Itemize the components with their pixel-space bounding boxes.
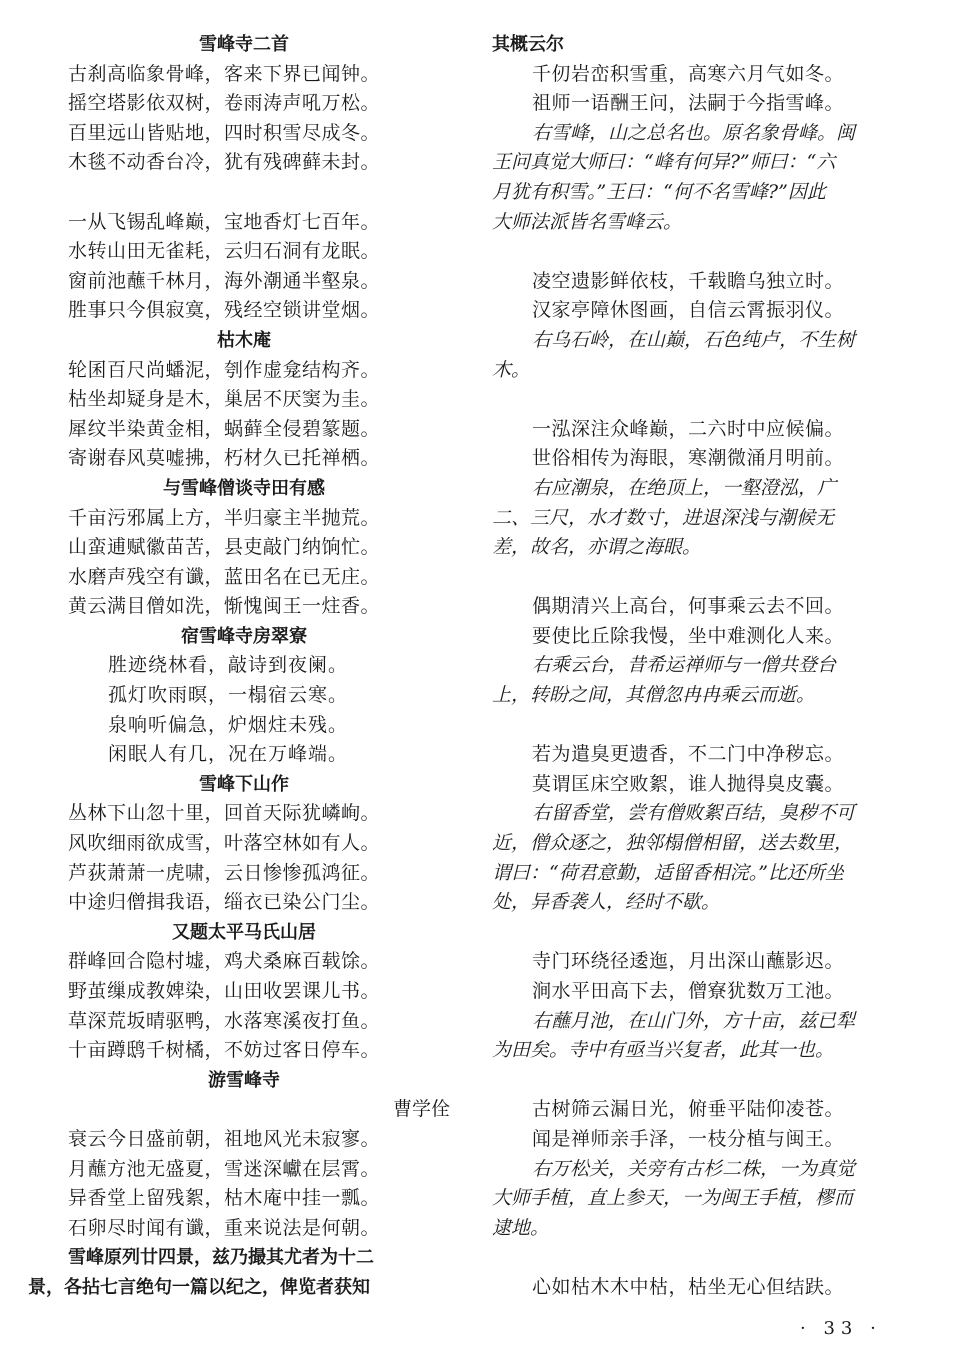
verse-line: 若为遣臭更遗香，不二门中净秽忘。 — [532, 743, 845, 766]
verse-line: 石卵尽时闻有谶，重来说法是何朝。 — [68, 1216, 381, 1239]
poem-title: 枯木庵 — [217, 329, 271, 351]
verse-line: 草深荒坂晴驱鸭，水落寒溪夜打鱼。 — [68, 1009, 381, 1032]
note-text: 右万松关，关旁有古杉二株，一为真觉 — [532, 1157, 856, 1180]
note-text: 为田矣。寺中有亟当兴复者，此其一也。 — [492, 1039, 835, 1062]
verse-line: 一从飞锡乱峰巅，宝地香灯七百年。 — [68, 210, 381, 233]
stanza-gap — [492, 1066, 928, 1096]
verse-line: 要使比丘除我慢，坐中难测化人来。 — [532, 624, 845, 647]
verse-line: 古树筛云漏日光，俯垂平陆仰凌苍。 — [532, 1098, 845, 1121]
note-text: 近，僧众逐之，独邻榻僧相留，送去数里， — [492, 832, 854, 855]
verse-line: 千亩污邪属上方，半归豪主半抛荒。 — [68, 506, 381, 529]
page-number: · 33 · — [800, 1318, 882, 1339]
poem-title: 宿雪峰寺房翠寮 — [181, 625, 307, 647]
verse-line: 百里远山皆贴地，四时积雪尽成冬。 — [68, 121, 381, 144]
stanza-gap — [492, 563, 928, 593]
stanza-gap — [492, 385, 928, 415]
verse-line: 凌空遗影鲜依枝，千载瞻乌独立时。 — [532, 269, 845, 292]
right-column — [492, 30, 928, 1303]
left-column — [28, 30, 460, 1303]
note-text: 差，故名，亦谓之海眼。 — [492, 536, 702, 559]
poem-title: 与雪峰僧谈寺田有感 — [163, 477, 325, 499]
verse-line: 千仞岩峦积雪重，高寒六月气如冬。 — [532, 62, 845, 85]
stanza-gap — [492, 1243, 928, 1273]
verse-line: 莫谓匡床空败絮，谁人抛得臭皮囊。 — [532, 772, 845, 795]
stanza-gap — [28, 178, 460, 208]
section-title: 其概云尔 — [492, 34, 564, 55]
verse-line: 野茧缫成教婢染，山田收罢课儿书。 — [68, 980, 381, 1002]
note-text: 右蘸月池，在山门外，方十亩，兹已犁 — [532, 1009, 856, 1032]
note-text: 谓曰：“荷君意勤，适留香相浣。”比还所坐 — [492, 861, 844, 884]
verse-line: 摇空塔影依双树，卷雨涛声吼万松。 — [68, 92, 381, 115]
verse-line: 胜事只今俱寂寞，残经空锁讲堂烟。 — [68, 299, 381, 322]
verse-line: 木毯不动香台冷，犹有残碑藓未封。 — [68, 151, 381, 174]
poem-title: 雪峰寺二首 — [199, 34, 289, 55]
stanza-gap — [492, 918, 928, 948]
note-text: 月犹有积雪。”王曰：“何不名雪峰?”因此 — [492, 180, 826, 203]
poem-title: 雪峰下山作 — [199, 773, 289, 795]
verse-line: 犀纹半染黄金相，蜗藓全侵碧篆题。 — [68, 417, 381, 440]
verse-line: 孤灯吹雨暝，一榻宿云寒。 — [108, 684, 349, 707]
verse-line: 闻是禅师亲手泽，一枝分植与闽王。 — [532, 1127, 845, 1150]
note-text: 木。 — [492, 358, 531, 381]
verse-line: 水转山田无雀耗，云归石洞有龙眠。 — [68, 240, 381, 263]
verse-line: 寄谢春风莫嘘拂，朽材久已托禅栖。 — [68, 447, 381, 470]
verse-line: 涧水平田高下去，僧寮犹数万工池。 — [532, 980, 845, 1002]
note-text: 右乌石岭，在山巅，石色纯卢，不生树 — [532, 328, 856, 351]
note-text: 上，转盼之间，其僧忽冉冉乘云而逝。 — [492, 684, 816, 707]
note-text: 大师法派皆名雪峰云。 — [492, 210, 683, 233]
verse-line: 异香堂上留残絮，枯木庵中挂一瓢。 — [68, 1187, 381, 1210]
verse-line: 衰云今日盛前朝，祖地风光未寂寥。 — [68, 1127, 381, 1150]
verse-line: 芦荻萧萧一虎啸，云日惨惨孤鸿征。 — [68, 861, 381, 884]
verse-line: 一泓深注众峰巅，二六时中应候偏。 — [532, 417, 845, 440]
poem-title: 又题太平马氏山居 — [172, 921, 316, 943]
note-text: 右留香堂，尝有僧败絮百结，臭秽不可 — [532, 802, 856, 825]
note-text: 逮地。 — [492, 1216, 550, 1239]
verse-line: 祖师一语酬王问，法嗣于今指雪峰。 — [532, 92, 845, 115]
verse-line: 轮囷百尺尚蟠泥，刳作虚龛结构齐。 — [68, 358, 381, 381]
verse-line: 世俗相传为海眼，寒潮微涌月明前。 — [532, 447, 845, 470]
intro-text: 景，各拈七言绝句一篇以纪之，俾览者获知 — [28, 1276, 370, 1298]
verse-line: 泉响听偏急，炉烟炷未残。 — [108, 713, 349, 736]
verse-line: 风吹细雨欲成雪，叶落空林如有人。 — [68, 832, 381, 855]
verse-line: 水磨声残空有谶，蓝田名在已无庄。 — [68, 565, 381, 588]
note-text: 处，异香袭人，经时不歇。 — [492, 891, 721, 914]
note-text: 大师手植，直上参天，一为闽王手植，樛而 — [492, 1187, 854, 1210]
verse-line: 枯坐却疑身是木，巢居不厌窦为圭。 — [68, 388, 381, 411]
verse-line: 汉家亭障休图画，自信云霄振羽仪。 — [532, 299, 845, 322]
verse-line: 月蘸方池无盛夏，雪迷深巘在层霄。 — [68, 1157, 381, 1180]
verse-line: 中途归僧揖我语，缁衣已染公门尘。 — [68, 891, 381, 914]
verse-line: 闲眠人有几，况在万峰端。 — [108, 743, 349, 766]
verse-line: 十亩蹲鸱千树橘，不妨过客日停车。 — [68, 1039, 381, 1062]
poem-title: 游雪峰寺 — [208, 1069, 280, 1091]
stanza-gap — [492, 711, 928, 741]
intro-text: 雪峰原列廿四景，兹乃撮其尤者为十二 — [68, 1247, 374, 1269]
note-text: 右应潮泉，在绝顶上，一壑澄泓，广 — [532, 476, 837, 499]
verse-line: 古刹高临象骨峰，客来下界已闻钟。 — [68, 62, 381, 85]
verse-line: 偶期清兴上高台，何事乘云去不回。 — [532, 595, 845, 618]
note-text: 右雪峰，山之总名也。原名象骨峰。闽 — [532, 121, 856, 144]
note-text: 二、三尺，水才数寸，进退深浅与潮候无 — [492, 506, 835, 529]
verse-line: 黄云满目僧如洗，惭愧闽王一炷香。 — [68, 595, 381, 618]
verse-line: 窗前池蘸千林月，海外潮通半壑泉。 — [68, 269, 381, 292]
author-name: 曹学佺 — [392, 1098, 450, 1121]
note-text: 右乘云台，昔希运禅师与一僧共登台 — [532, 654, 837, 677]
verse-line: 胜迹绕林看，敲诗到夜阑。 — [108, 654, 349, 677]
stanza-gap — [492, 237, 928, 267]
verse-line: 群峰回合隐村墟，鸡犬桑麻百载馀。 — [68, 950, 381, 973]
verse-line: 寺门环绕径逶迤，月出深山蘸影迟。 — [532, 950, 845, 973]
verse-line: 心如枯木木中枯，枯坐无心但结趺。 — [532, 1275, 845, 1298]
verse-line: 丛林下山忽十里，回首天际犹嶙峋。 — [68, 802, 381, 825]
verse-line: 山蛮逋赋徽苗苦，县吏敲门纳饷忙。 — [68, 536, 381, 559]
note-text: 王问真觉大师曰：“峰有何异?”师曰：“六 — [492, 151, 836, 174]
